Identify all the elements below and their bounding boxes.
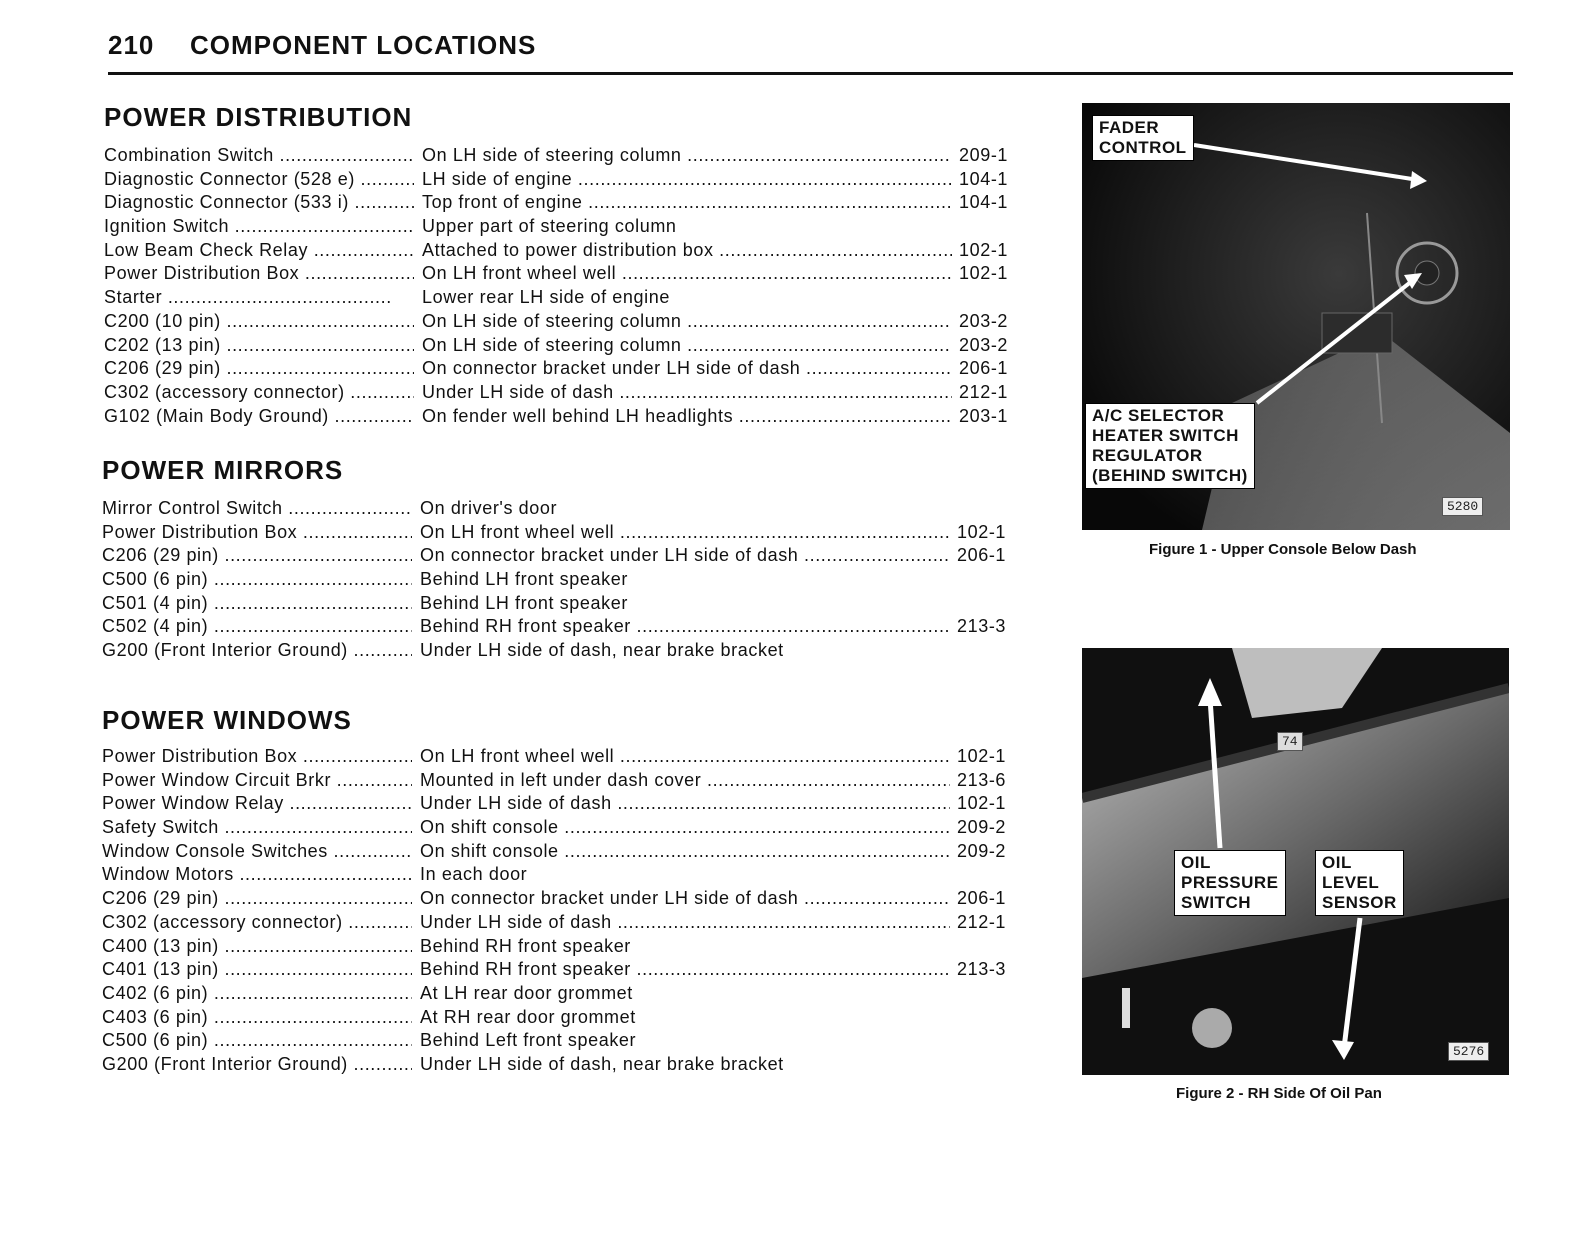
- table-row: [104, 169, 1040, 193]
- component-name: C403 (6 pin) .....: [102, 1007, 412, 1028]
- component-location: Behind RH front speaker: [420, 936, 950, 957]
- table-row: [102, 593, 1038, 617]
- page-number: 210: [108, 30, 155, 60]
- table-row: [104, 240, 1040, 264]
- figure-reference: 213-6: [957, 769, 1007, 790]
- component-location: On driver's door: [420, 498, 950, 519]
- figure-reference: 213-3: [957, 616, 1007, 637]
- table-row: [102, 545, 1038, 569]
- table-row: [102, 864, 1038, 888]
- table-row: [102, 959, 1038, 983]
- figure-reference: 102-1: [959, 239, 1009, 260]
- component-location: On connector bracket under LH side of dash .....: [420, 888, 950, 909]
- component-name: Window Console Switches .....: [102, 841, 412, 862]
- component-location: On LH side of steering column .....: [422, 145, 952, 166]
- component-name: C206 (29 pin) .....: [102, 888, 412, 909]
- component-location: At RH rear door grommet: [420, 1007, 950, 1028]
- figure-1-photo: [1082, 103, 1510, 530]
- component-name: Power Window Circuit Brkr .....: [102, 770, 412, 791]
- figure-reference: 209-2: [957, 817, 1007, 838]
- component-name: G200 (Front Interior Ground) .....: [102, 640, 412, 661]
- component-name: Power Distribution Box .....: [102, 522, 412, 543]
- table-row: [102, 817, 1038, 841]
- ac-selector-label: A/C SELECTOR HEATER SWITCH REGULATOR (BEHIND SWITCH): [1085, 403, 1255, 489]
- component-name: C302 (accessory connector) .....: [104, 382, 414, 403]
- section-title-power-mirrors: POWER MIRRORS: [102, 455, 344, 485]
- component-name: Power Distribution Box .....: [102, 746, 412, 767]
- figure-2-photo-id: 5276: [1448, 1042, 1489, 1061]
- figure-reference: 206-1: [957, 545, 1007, 566]
- component-location: Behind Left front speaker: [420, 1030, 950, 1051]
- figure-reference: 102-1: [957, 746, 1007, 766]
- component-name: Power Distribution Box .....: [104, 263, 414, 284]
- component-location: On connector bracket under LH side of dash .....: [422, 358, 952, 379]
- table-row: [104, 406, 1040, 430]
- figure-reference: 102-1: [957, 793, 1007, 814]
- table-row: [104, 287, 1040, 311]
- table-row: [102, 912, 1038, 936]
- figure-2-photo-number: 74: [1277, 732, 1303, 751]
- table-row: [102, 498, 1038, 522]
- table-row: [104, 358, 1040, 382]
- table-row: [104, 335, 1040, 359]
- table-row: [102, 1007, 1038, 1031]
- figure-1-caption: Figure 1 - Upper Console Below Dash: [1149, 541, 1417, 558]
- figure-reference: 203-1: [959, 405, 1009, 426]
- figure-reference: 102-1: [959, 263, 1009, 284]
- table-row: [104, 311, 1040, 335]
- component-location: Attached to power distribution box .....: [422, 240, 952, 261]
- component-name: C401 (13 pin) .....: [102, 959, 412, 980]
- table-row: [102, 793, 1038, 817]
- component-location: On shift console .....: [420, 817, 950, 838]
- component-name: Ignition Switch .....: [104, 216, 414, 237]
- figure-reference: 213-3: [957, 959, 1007, 980]
- table-row: [102, 1030, 1038, 1054]
- component-name: Low Beam Check Relay .....: [104, 240, 414, 261]
- component-location: Under LH side of dash .....: [422, 382, 952, 403]
- power-distribution-table: [104, 145, 1040, 429]
- table-row: [102, 936, 1038, 960]
- component-name: C200 (10 pin) .....: [104, 311, 414, 332]
- component-name: Power Window Relay .....: [102, 793, 412, 814]
- section-title-power-windows: POWER WINDOWS: [102, 705, 352, 735]
- component-name: C206 (29 pin) .....: [104, 358, 414, 379]
- component-location: Behind RH front speaker .....: [420, 616, 950, 637]
- component-name: C502 (4 pin) .....: [102, 616, 412, 637]
- figure-reference: 209-1: [959, 145, 1009, 165]
- component-name: C500 (6 pin) .....: [102, 569, 412, 590]
- figure-reference: 206-1: [959, 358, 1009, 379]
- component-location: Lower rear LH side of engine: [422, 287, 952, 308]
- component-name: C202 (13 pin) .....: [104, 335, 414, 356]
- figure-reference: 203-2: [959, 334, 1009, 355]
- table-row: [102, 770, 1038, 794]
- section-title-power-distribution: POWER DISTRIBUTION: [104, 102, 413, 132]
- power-mirrors-table: [102, 498, 1038, 664]
- oil-pressure-switch-label: OIL PRESSURE SWITCH: [1174, 850, 1286, 916]
- component-location: LH side of engine .....: [422, 169, 952, 190]
- fader-control-label: FADER CONTROL: [1092, 115, 1194, 161]
- page-title: COMPONENT LOCATIONS: [190, 30, 537, 60]
- component-location: On LH side of steering column .....: [422, 311, 952, 332]
- table-row: [104, 192, 1040, 216]
- figure-reference: 212-1: [957, 911, 1007, 932]
- figure-reference: 209-2: [957, 840, 1007, 861]
- figure-2-photo-art: [1082, 648, 1509, 1075]
- table-row: [104, 263, 1040, 287]
- component-name: C402 (6 pin) .....: [102, 983, 412, 1004]
- power-windows-table: [102, 746, 1038, 1078]
- figure-1-photo-id: 5280: [1442, 497, 1483, 516]
- table-row: [102, 841, 1038, 865]
- figure-reference: 203-2: [959, 310, 1009, 331]
- component-location: Behind LH front speaker: [420, 593, 950, 614]
- component-name: C400 (13 pin) .....: [102, 936, 412, 957]
- table-row: [102, 983, 1038, 1007]
- page-header: [108, 30, 1513, 75]
- table-row: [102, 616, 1038, 640]
- oil-level-sensor-label: OIL LEVEL SENSOR: [1315, 850, 1404, 916]
- component-location: Under LH side of dash, near brake bracket: [420, 640, 950, 661]
- component-location: On LH front wheel well .....: [422, 263, 952, 284]
- table-row: [102, 522, 1038, 546]
- table-row: [104, 382, 1040, 406]
- component-name: C206 (29 pin) .....: [102, 545, 412, 566]
- component-location: On fender well behind LH headlights .....: [422, 406, 952, 427]
- component-location: Behind LH front speaker: [420, 569, 950, 590]
- table-row: [102, 746, 1038, 770]
- component-location: At LH rear door grommet: [420, 983, 950, 1004]
- component-name: Starter .....: [104, 287, 414, 308]
- component-name: Diagnostic Connector (528 e) .....: [104, 169, 414, 190]
- component-location: On LH side of steering column .....: [422, 335, 952, 356]
- component-location: On LH front wheel well .....: [420, 522, 950, 543]
- figure-reference: 206-1: [957, 888, 1007, 909]
- component-name: G102 (Main Body Ground) .....: [104, 406, 414, 427]
- component-location: Mounted in left under dash cover .....: [420, 770, 950, 791]
- component-name: Safety Switch .....: [102, 817, 412, 838]
- component-location: On LH front wheel well .....: [420, 746, 950, 767]
- figure-2-photo: [1082, 648, 1509, 1075]
- component-location: Under LH side of dash .....: [420, 793, 950, 814]
- component-location: Upper part of steering column: [422, 216, 952, 237]
- table-row: [102, 569, 1038, 593]
- figure-reference: 102-1: [957, 521, 1007, 542]
- table-row: [104, 216, 1040, 240]
- component-name: Window Motors .....: [102, 864, 412, 885]
- table-row: [102, 1054, 1038, 1078]
- component-name: C500 (6 pin) .....: [102, 1030, 412, 1051]
- component-location: On connector bracket under LH side of dash .....: [420, 545, 950, 566]
- component-name: G200 (Front Interior Ground) .....: [102, 1054, 412, 1075]
- component-name: Mirror Control Switch .....: [102, 498, 412, 519]
- table-row: [102, 888, 1038, 912]
- table-row: [104, 145, 1040, 169]
- component-location: Behind RH front speaker .....: [420, 959, 950, 980]
- table-row: [102, 640, 1038, 664]
- figure-reference: 104-1: [959, 168, 1009, 189]
- component-location: Under LH side of dash .....: [420, 912, 950, 933]
- component-location: In each door: [420, 864, 950, 885]
- figure-reference: 104-1: [959, 192, 1009, 213]
- component-location: On shift console .....: [420, 841, 950, 862]
- component-name: Combination Switch .....: [104, 145, 414, 166]
- component-name: Diagnostic Connector (533 i) .....: [104, 192, 414, 213]
- figure-2-caption: Figure 2 - RH Side Of Oil Pan: [1176, 1085, 1382, 1102]
- component-name: C501 (4 pin) .....: [102, 593, 412, 614]
- component-name: C302 (accessory connector) .....: [102, 912, 412, 933]
- component-location: Under LH side of dash, near brake bracket: [420, 1054, 950, 1075]
- figure-reference: 212-1: [959, 381, 1009, 402]
- component-location: Top front of engine .....: [422, 192, 952, 213]
